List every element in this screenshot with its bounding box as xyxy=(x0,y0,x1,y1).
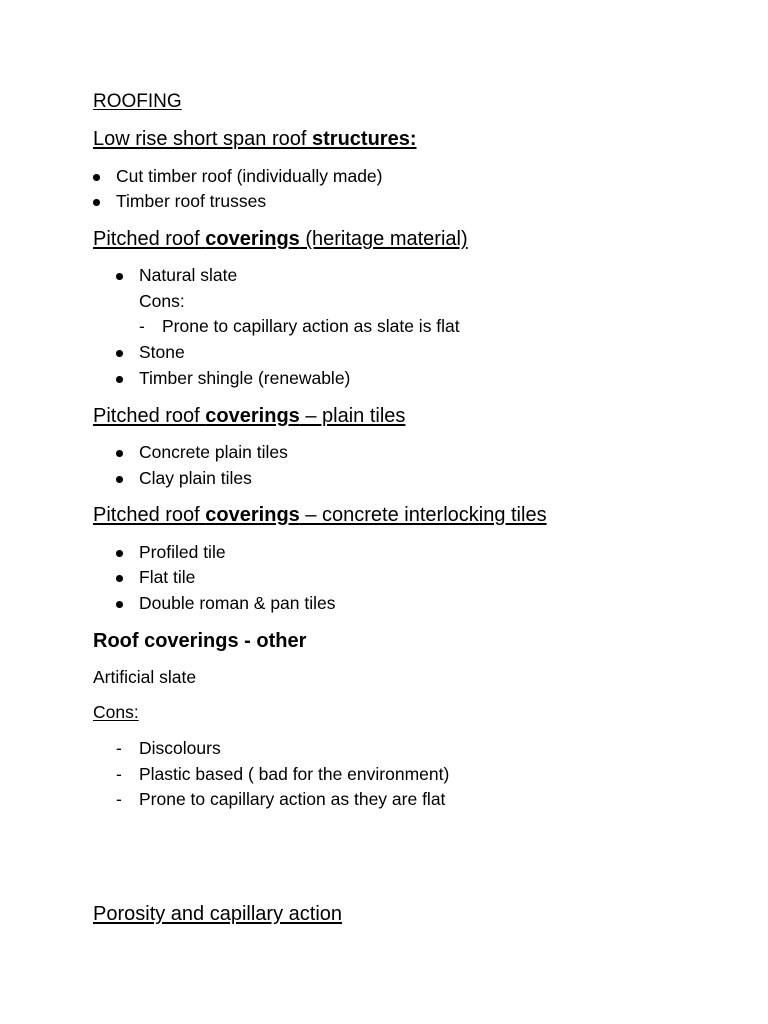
list-item: Timber roof trusses xyxy=(116,191,267,211)
heading-bold-text: coverings xyxy=(205,228,300,250)
list-item: Plastic based ( bad for the environment) xyxy=(139,764,450,784)
cons-label: Cons: xyxy=(93,702,139,722)
bullet-icon xyxy=(116,273,123,280)
bullet-icon xyxy=(116,575,123,582)
bullet-icon xyxy=(116,601,123,608)
heading-text: (heritage material) xyxy=(299,228,468,250)
list-item: Discolours xyxy=(139,738,221,758)
list-item: Double roman & pan tiles xyxy=(139,593,336,613)
heading-bold-text: coverings xyxy=(205,405,300,427)
heading-text: Pitched roof xyxy=(93,405,206,427)
dash-icon: - xyxy=(116,789,122,809)
bullet-icon xyxy=(116,450,123,457)
list-item: Flat tile xyxy=(139,567,196,587)
list-item: Timber shingle (renewable) xyxy=(139,368,351,388)
heading-bold-text: structures: xyxy=(312,128,417,150)
section-heading-heritage xyxy=(93,229,468,249)
section-heading-structures xyxy=(93,129,416,149)
bullet-icon xyxy=(93,199,100,206)
list-item: Cut timber roof (individually made) xyxy=(116,166,383,186)
heading-text: Pitched roof xyxy=(93,504,206,526)
list-item: Concrete plain tiles xyxy=(139,442,288,462)
heading-text: – plain tiles xyxy=(299,405,406,427)
dash-icon: - xyxy=(116,738,122,758)
dash-icon: - xyxy=(139,316,145,336)
bullet-icon xyxy=(116,550,123,557)
section-heading-other: Roof coverings - other xyxy=(93,630,307,652)
bullet-icon xyxy=(116,376,123,383)
section-heading-plain-tiles xyxy=(93,406,405,426)
list-item: Prone to capillary action as they are flat xyxy=(139,789,446,809)
heading-bold-text: coverings xyxy=(205,504,300,526)
heading-text: Low rise short span roof xyxy=(93,128,312,150)
heading-text: – concrete interlocking tiles xyxy=(299,504,547,526)
bullet-icon xyxy=(93,174,100,181)
heading-text: Pitched roof xyxy=(93,228,206,250)
list-item: Natural slate xyxy=(139,265,238,285)
dash-icon: - xyxy=(116,764,122,784)
cons-label: Cons: xyxy=(139,291,185,311)
list-item: Profiled tile xyxy=(139,542,226,562)
list-item: Clay plain tiles xyxy=(139,468,252,488)
list-item: Prone to capillary action as slate is flat xyxy=(162,316,460,336)
document-title: ROOFING xyxy=(93,91,182,112)
list-item: Stone xyxy=(139,342,185,362)
bullet-icon xyxy=(116,476,123,483)
bullet-icon xyxy=(116,350,123,357)
subheading-artificial-slate: Artificial slate xyxy=(93,667,197,687)
section-heading-interlocking xyxy=(93,505,547,525)
section-heading-porosity: Porosity and capillary action xyxy=(93,903,343,925)
